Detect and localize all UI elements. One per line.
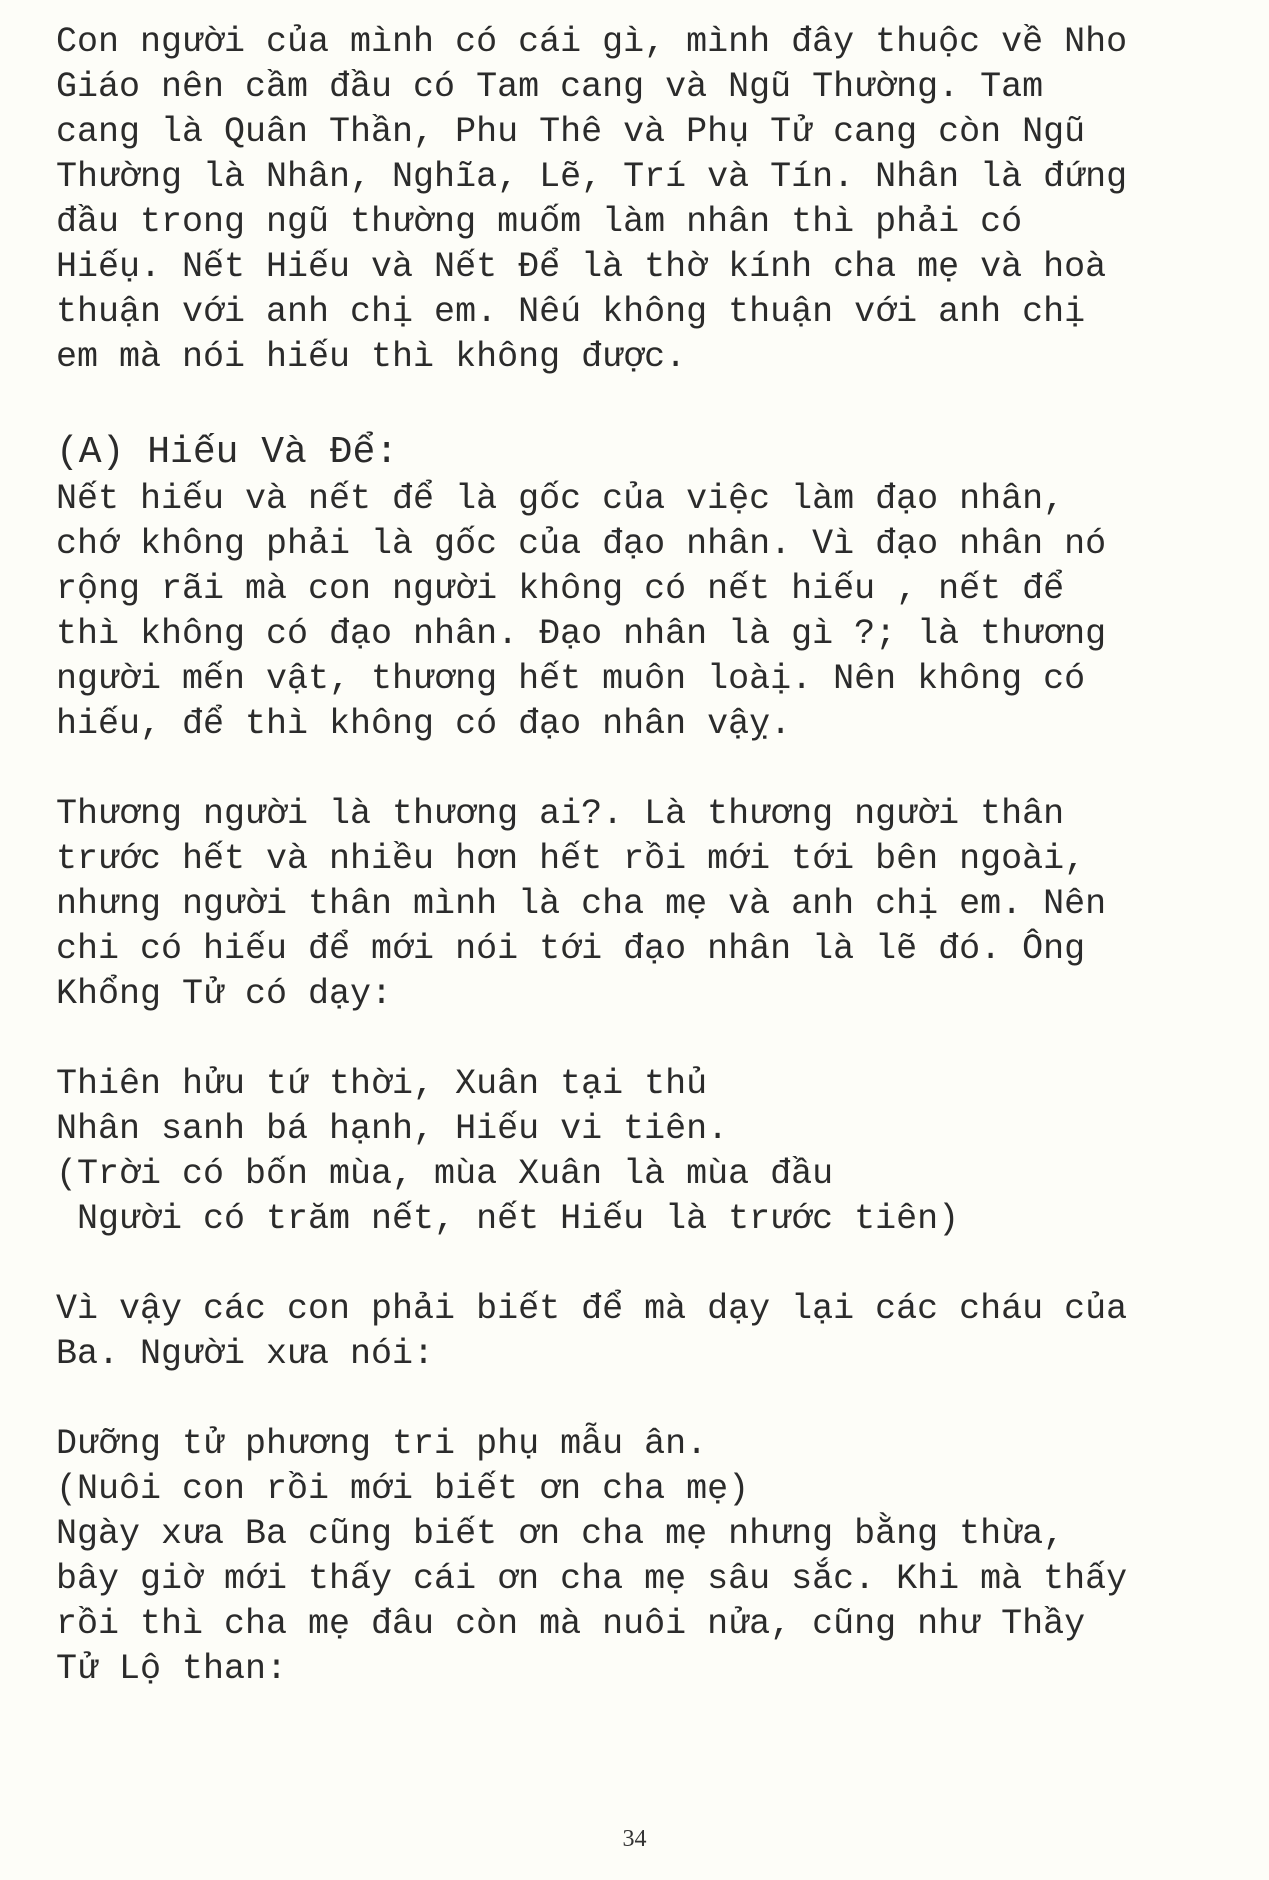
paragraph-gap bbox=[56, 1377, 1256, 1422]
text-line: rộng rãi mà con người không có nết hiếu , nết để bbox=[56, 569, 1065, 609]
text-line: Thường là Nhân, Nghĩa, Lẽ, Trí và Tín. Nhân là đứng bbox=[56, 157, 1128, 197]
paragraph-hieu-de bbox=[56, 477, 1256, 747]
text-line: nhưng người thân mình là cha mẹ và anh chị em. Nên bbox=[56, 884, 1107, 924]
text-line: trước hết và nhiều hơn hết rồi mới tới bên ngoài, bbox=[56, 839, 1086, 879]
paragraph-gap bbox=[56, 1017, 1256, 1062]
text-line: hiếu, để thì không có đạo nhân vậỵ. bbox=[56, 704, 792, 744]
text-line: đầu trong ngũ thường muốm làm nhân thì phải có bbox=[56, 202, 1023, 242]
text-line: người mến vật, thương hết muôn loàị. Nên không có bbox=[56, 659, 1086, 699]
text-line: thuận với anh chị em. Nêú không thuận với anh chị bbox=[56, 292, 1086, 332]
page-number: 34 bbox=[622, 1826, 647, 1852]
text-line: em mà nói hiếu thì không được. bbox=[56, 337, 687, 377]
document-body bbox=[56, 20, 1256, 1692]
text-line: Thiên hửu tứ thời, Xuân tại thủ bbox=[56, 1064, 708, 1104]
text-line: Thương người là thương ai?. Là thương người thân bbox=[56, 794, 1065, 834]
text-line: Vì vậy các con phải biết để mà dạy lại các cháu của bbox=[56, 1289, 1128, 1329]
text-line: bây giờ mới thấy cái ơn cha mẹ sâu sắc. Khi mà thấy bbox=[56, 1559, 1128, 1599]
paragraph-gap bbox=[56, 380, 1256, 425]
text-line: chi có hiếu để mới nói tới đạo nhân là lẽ đó. Ông bbox=[56, 929, 1086, 969]
text-line: Nết hiếu và nết để là gốc của việc làm đạo nhân, bbox=[56, 479, 1065, 519]
text-line: Người có trăm nết, nết Hiếu là trước tiên) bbox=[56, 1199, 960, 1239]
text-line: Hiếụ. Nết Hiếu và Nết Để là thờ kính cha mẹ và hoà bbox=[56, 247, 1107, 287]
text-line: Ba. Người xưa nói: bbox=[56, 1334, 435, 1374]
text-line: cang là Quân Thần, Phu Thê và Phụ Tử cang còn Ngũ bbox=[56, 112, 1086, 152]
paragraph-duong-tu bbox=[56, 1422, 1256, 1692]
paragraph-gap bbox=[56, 747, 1256, 792]
paragraph-thuong-nguoi bbox=[56, 792, 1256, 1017]
text-line: Khổng Tử có dạy: bbox=[56, 974, 393, 1014]
paragraph-intro bbox=[56, 20, 1256, 380]
section-heading: (A) Hiếu Và Để: bbox=[56, 431, 399, 474]
text-line: Con người của mình có cái gì, mình đây thuộc về Nho bbox=[56, 22, 1128, 62]
text-line: chớ không phải là gốc của đạo nhân. Vì đạo nhân nó bbox=[56, 524, 1107, 564]
text-line: Tử Lộ than: bbox=[56, 1649, 288, 1689]
text-line: (Nuôi con rồi mới biết ơn cha mẹ) bbox=[56, 1469, 750, 1509]
text-line: Nhân sanh bá hạnh, Hiếu vi tiên. bbox=[56, 1109, 729, 1149]
text-line: Ngày xưa Ba cũng biết ơn cha mẹ nhưng bằng thừa, bbox=[56, 1514, 1065, 1554]
text-line: thì không có đạo nhân. Đạo nhân là gì ?; là thương bbox=[56, 614, 1107, 654]
paragraph-quote-confucius bbox=[56, 1062, 1256, 1242]
paragraph-day-chau bbox=[56, 1287, 1256, 1377]
text-line: Giáo nên cầm đầu có Tam cang và Ngũ Thường. Tam bbox=[56, 67, 1044, 107]
paragraph-gap bbox=[56, 1242, 1256, 1287]
text-line: (Trời có bốn mùa, mùa Xuân là mùa đầu bbox=[56, 1154, 834, 1194]
text-line: rồi thì cha mẹ đâu còn mà nuôi nửa, cũng như Thầy bbox=[56, 1604, 1086, 1644]
text-line: Dưỡng tử phương tri phụ mẫu ân. bbox=[56, 1424, 708, 1464]
